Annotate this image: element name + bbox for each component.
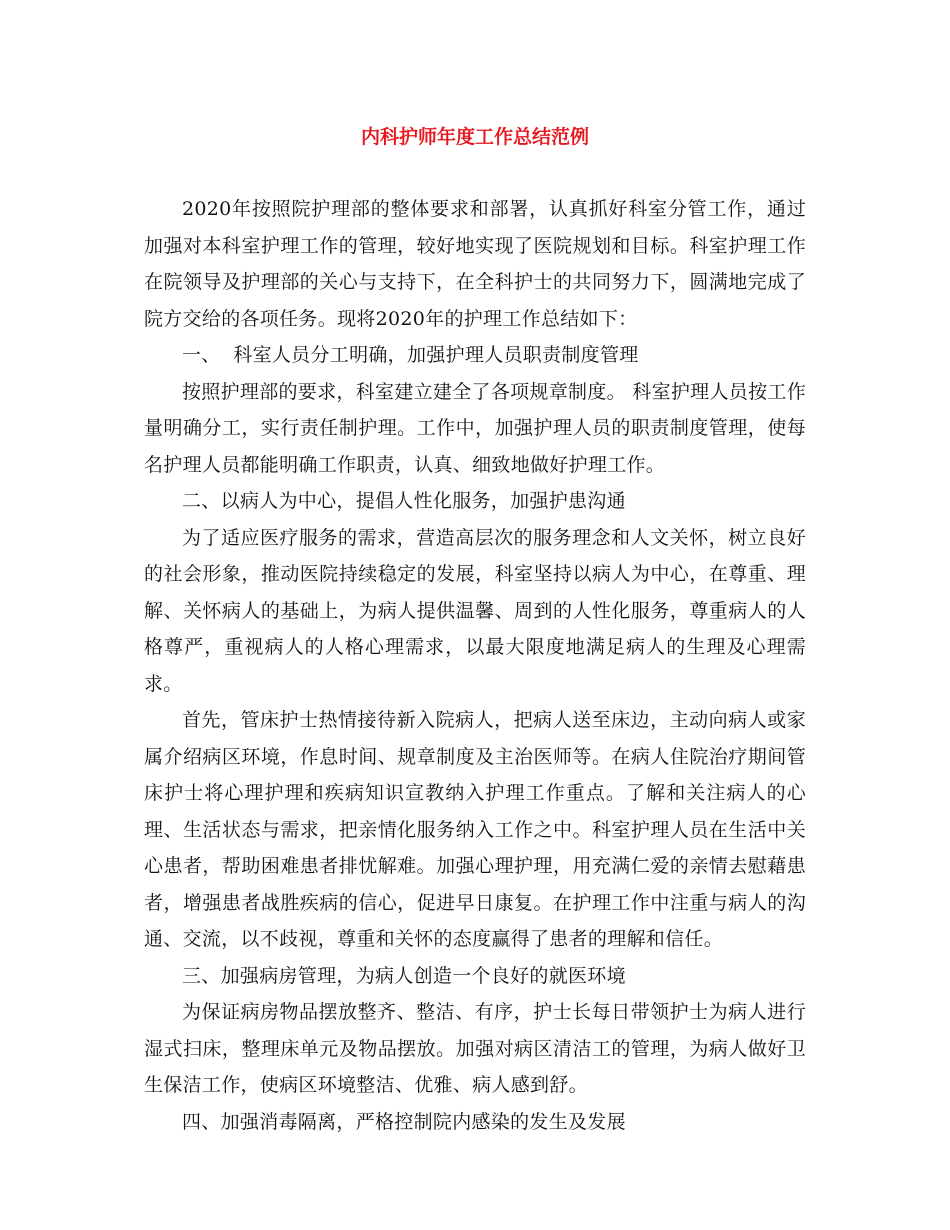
section-2-paragraph-1: 为了适应医疗服务的需求，营造高层次的服务理念和人文关怀，树立良好的社会形象，推动医院持续稳定的发展，科室坚持以病人为中心，在尊重、理解、关怀病人的基础上，为病人提供温馨、周到的人性化服务，尊重病人的人格尊严，重视病人的人格心理需求，以最大限度地满足病人的生理及心理需求。 bbox=[144, 526, 806, 695]
document-title: 内科护师年度工作总结范例 bbox=[360, 126, 589, 148]
section-heading-1: 一、 科室人员分工明确，加强护理人员职责制度管理 bbox=[182, 344, 639, 366]
section-heading-3: 三、加强病房管理，为病人创造一个良好的就医环境 bbox=[182, 964, 626, 987]
document-body bbox=[144, 191, 806, 1140]
section-heading-4: 四、加强消毒隔离，严格控制院内感染的发生及发展 bbox=[182, 1110, 626, 1133]
section-1-paragraph: 按照护理部的要求，科室建立建全了各项规章制度。 科室护理人员按工作量明确分工，实行责任制护理。工作中，加强护理人员的职责制度管理，使每名护理人员都能明确工作职责，认真、细致地做好护理工作。 bbox=[144, 380, 806, 476]
intro-paragraph: 2020年按照院护理部的整体要求和部署，认真抓好科室分管工作，通过加强对本科室护理工作的管理，较好地实现了医院规划和目标。科室护理工作在院领导及护理部的关心与支持下，在全科护士的共同努力下，圆满地完成了院方交给的各项任务。现将2020年的护理工作总结如下： bbox=[144, 198, 806, 330]
section-3-paragraph: 为保证病房物品摆放整齐、整洁、有序，护士长每日带领护士为病人进行湿式扫床，整理床单元及物品摆放。加强对病区清洁工的管理，为病人做好卫生保洁工作，使病区环境整洁、优雅、病人感到舒。 bbox=[144, 1001, 806, 1096]
section-2-paragraph-2: 首先，管床护士热情接待新入院病人，把病人送至床边，主动向病人或家属介绍病区环境，作息时间、规章制度及主治医师等。在病人住院治疗期间管床护士将心理护理和疾病知识宣教纳入护理工作重点。了解和关注病人的心理、生活状态与需求，把亲情化服务纳入工作之中。科室护理人员在生活中关心患者，帮助困难患者排忧解难。加强心理护理，用充满仁爱的亲情去慰藉患者，增强患者战胜疾病的信心，促进早日康复。在护理工作中注重与病人的沟通、交流，以不歧视，尊重和关怀的态度赢得了患者的理解和信任。 bbox=[144, 709, 806, 950]
section-heading-2: 二、以病人为中心，提倡人性化服务，加强护患沟通 bbox=[182, 490, 626, 512]
